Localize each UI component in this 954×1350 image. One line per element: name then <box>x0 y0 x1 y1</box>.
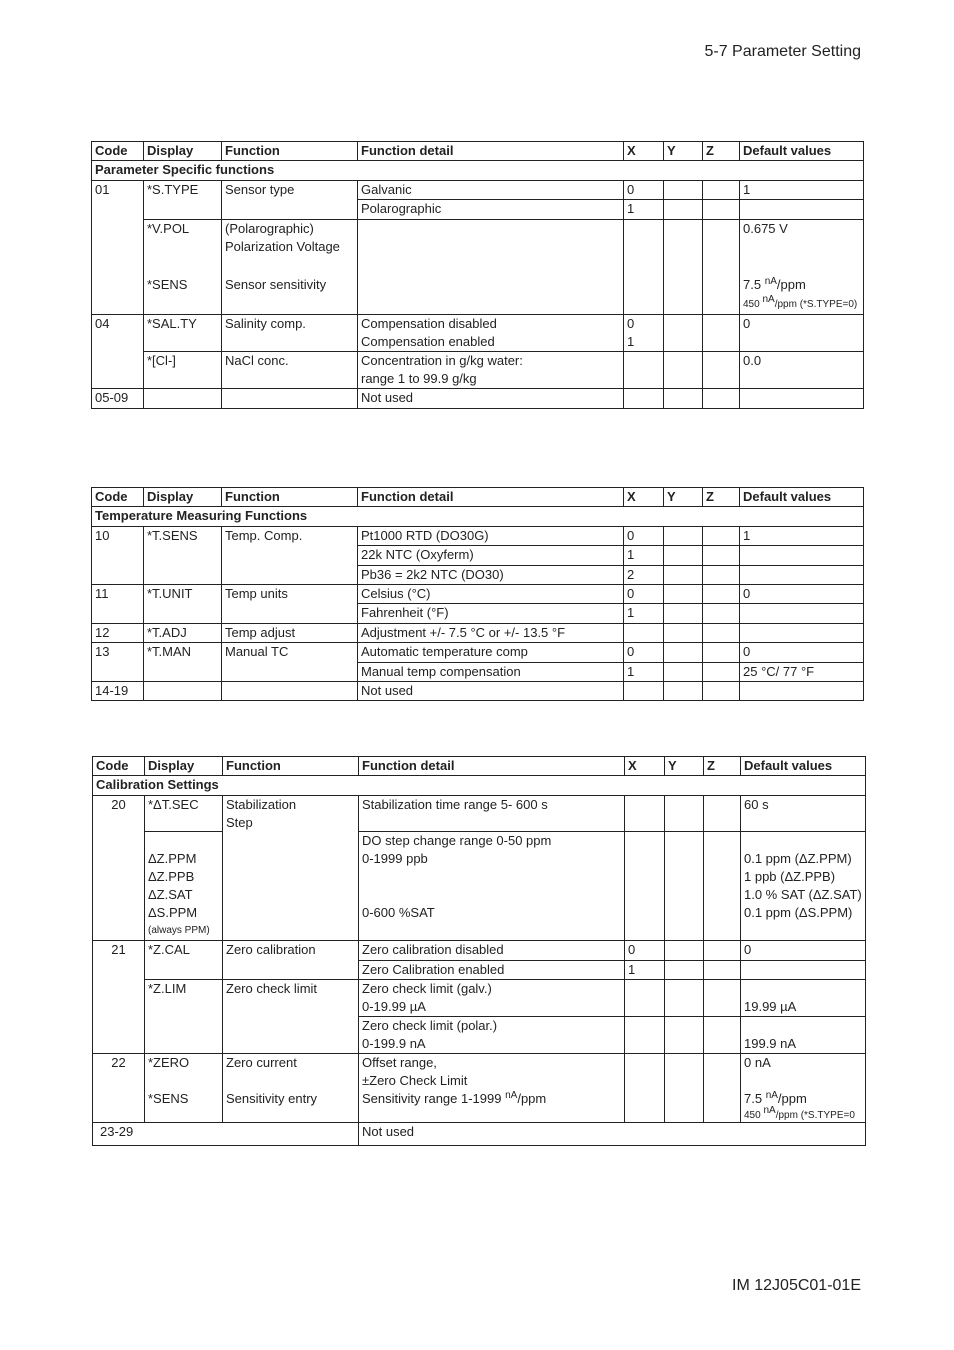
col-detail: Function detail <box>358 142 624 161</box>
col-z: Z <box>703 142 740 161</box>
col-function: Function <box>222 142 358 161</box>
table-row: 22 *ZERO *SENS Zero current Sensitivity entry Offset range, ±Zero Check Limit Sensitivity range 1-1999 $^{nA}$/ppm 0 nA 7.5 $^{nA}$/ppm 450 nA/ppm (*S.TYPE=0 <box>93 1054 866 1123</box>
table-row: 10 *T.SENS Temp. Comp. Pt1000 RTD (DO30G) 0 1 <box>92 526 864 545</box>
table-row: ΔZ.PPM ΔZ.PPB ΔZ.SAT ΔS.PPM (always PPM) DO step change range 0-50 ppm 0-1999 ppb 0-600 %SAT 0.1 ppm (ΔZ.PPM) 1 ppb (ΔZ.PPB) 1.0 % SAT (ΔZ.SAT) 0.1 ppm (ΔS.PPM) <box>93 832 866 941</box>
page-header: 5-7 Parameter Setting <box>704 43 861 60</box>
table-row: 20 *ΔT.SEC Stabilization Step Stabilization time range 5- 600 s 60 s <box>93 795 866 832</box>
table-row: Manual temp compensation 1 25 °C/ 77 °F <box>92 662 864 681</box>
table-row: 11 *T.UNIT Temp units Celsius (°C) 0 0 <box>92 584 864 603</box>
table-row: *V.POL (Polarographic) 0.675 V <box>92 219 864 238</box>
section-title: Parameter Specific functions <box>92 161 864 180</box>
table-row: *SENS Sensor sensitivity 7.5 $^{nA}$/ppm 450 nA/ppm (*S.TYPE=0) <box>92 256 864 315</box>
table-row: 05-09 Not used <box>92 389 864 408</box>
table-row: Zero Calibration enabled 1 <box>93 960 866 979</box>
table-row: 22k NTC (Oxyferm) 1 <box>92 546 864 565</box>
table-row: Fahrenheit (°F) 1 <box>92 604 864 623</box>
table-header-row: Code Display Function Function detail X Y Z Default values <box>93 757 866 776</box>
table-row: Polarization Voltage <box>92 238 864 256</box>
page-footer: IM 12J05C01-01E <box>732 1277 861 1294</box>
temperature-functions-table <box>91 487 864 701</box>
table-row: Zero check limit (polar.) 0-199.9 nA 199.9 nA <box>93 1017 866 1054</box>
table-row: 12 *T.ADJ Temp adjust Adjustment +/- 7.5 °C or +/- 13.5 °F <box>92 623 864 642</box>
table-row: *[Cl-] NaCl conc. Concentration in g/kg water: range 1 to 99.9 g/kg 0.0 <box>92 352 864 389</box>
table-row: 23-29 Not used <box>93 1123 866 1146</box>
table-row: 14-19 Not used <box>92 681 864 700</box>
table-row: 01 *S.TYPE Sensor type Galvanic 0 1 <box>92 180 864 199</box>
col-code: Code <box>92 142 144 161</box>
table-row: 21 *Z.CAL Zero calibration Zero calibration disabled 0 0 <box>93 941 866 960</box>
col-x: X <box>624 142 664 161</box>
col-display: Display <box>144 142 222 161</box>
table-header-row <box>92 142 864 161</box>
table-row: 04 *SAL.TY Salinity comp. Compensation disabled Compensation enabled 0 1 0 <box>92 315 864 352</box>
section-title: Calibration Settings <box>93 776 866 795</box>
section-title: Temperature Measuring Functions <box>92 507 864 526</box>
col-default: Default values <box>740 142 864 161</box>
table-header-row: Code Display Function Function detail X Y Z Default values <box>92 488 864 507</box>
table-row: Polarographic 1 <box>92 200 864 219</box>
table-row: 13 *T.MAN Manual TC Automatic temperature comp 0 0 <box>92 643 864 662</box>
col-y: Y <box>664 142 703 161</box>
table-row: Pb36 = 2k2 NTC (DO30) 2 <box>92 565 864 584</box>
calibration-settings-table <box>92 756 866 1146</box>
table-row: *Z.LIM Zero check limit Zero check limit (galv.) 0-19.99 µA 19.99 µA <box>93 980 866 1017</box>
parameter-specific-table <box>91 141 864 409</box>
